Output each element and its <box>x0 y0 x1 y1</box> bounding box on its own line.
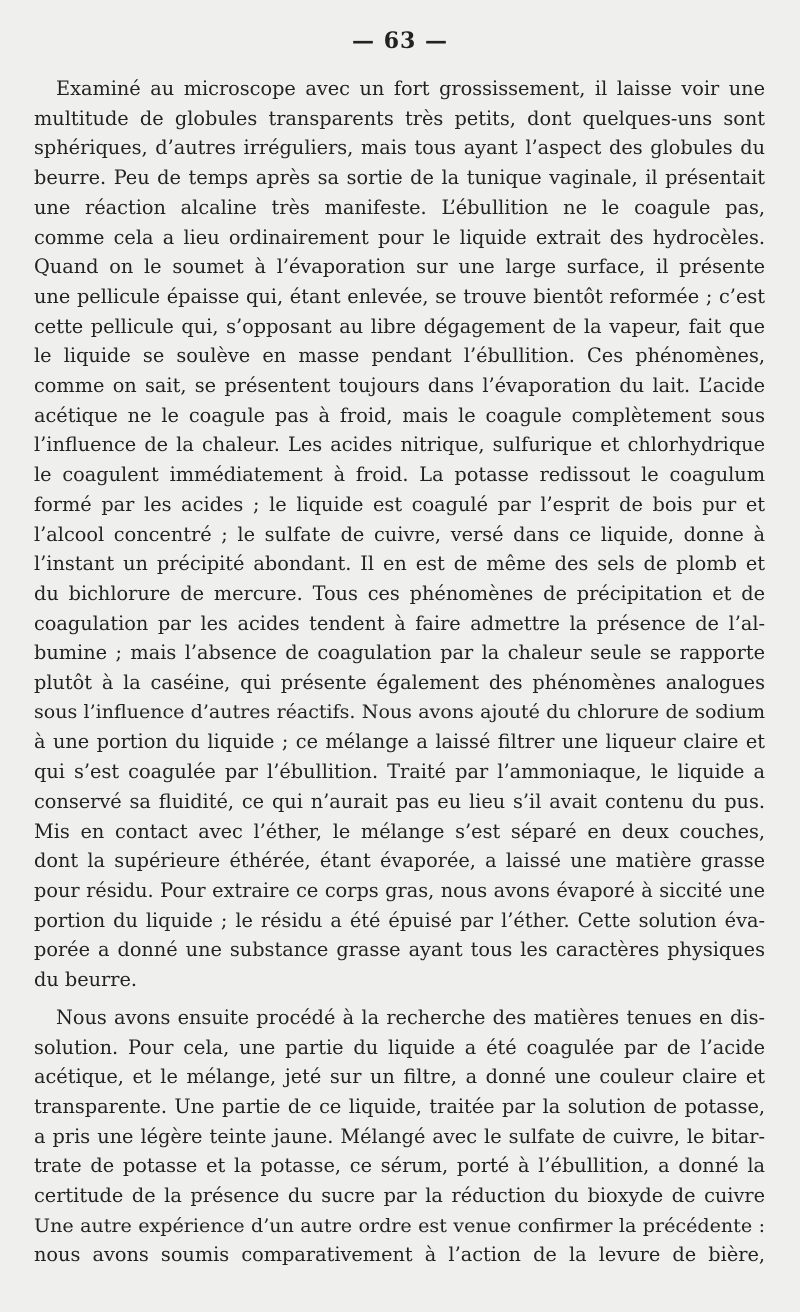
text-line: du bichlorure de mercure. Tous ces phénomènes de précipitation et de <box>34 581 765 605</box>
text-line: Quand on le soumet à l’évaporation sur une large surface, il présente <box>34 255 765 279</box>
text-line: l’influence de la chaleur. Les acides nitrique, sulfurique et chlorhydrique <box>34 433 765 457</box>
text-line: bumine ; mais l’absence de coagulation par la chaleur seule se rapporte <box>34 641 765 665</box>
text-line: coagulation par les acides tendent à faire admettre la présence de l’al- <box>34 611 765 635</box>
text-line: trate de potasse et la potasse, ce sérum, porté à l’ébullition, a donné la <box>34 1154 765 1178</box>
text-line: sphériques, d’autres irréguliers, mais tous ayant l’aspect des globules du <box>34 136 765 160</box>
text-line: à une portion du liquide ; ce mélange a laissé filtrer une liqueur claire et <box>34 730 765 754</box>
text-line: le liquide se soulève en masse pendant l’ébullition. Ces phénomènes, <box>34 344 765 368</box>
text-line: Examiné au microscope avec un fort grossissement, il laisse voir une <box>56 77 765 100</box>
text-line: qui s’est coagulée par l’ébullition. Traité par l’ammoniaque, le liquide a <box>34 760 765 784</box>
text-line: nous avons soumis comparativement à l’action de la levure de bière, <box>34 1243 765 1267</box>
text-line: beurre. Peu de temps après sa sortie de la tunique vaginale, il présentait <box>34 166 765 190</box>
text-line: dont la supérieure éthérée, étant évaporée, a laissé une matière grasse <box>34 849 765 873</box>
text-line: une réaction alcaline très manifeste. L’ébullition ne le coagule pas, <box>34 195 765 219</box>
text-line: certitude de la présence du sucre par la réduction du bioxyde de cuivre <box>34 1184 765 1208</box>
text-line: comme on sait, se présentent toujours dans l’évaporation du lait. L’acide <box>34 374 765 398</box>
body-text <box>34 74 765 1270</box>
text-line: Une autre expérience d’un autre ordre est venue confirmer la précédente : <box>34 1213 765 1237</box>
text-line: acétique ne le coagule pas à froid, mais le coagule complètement sous <box>34 403 765 427</box>
text-line: sous l’influence d’autres réactifs. Nous avons ajouté du chlorure de sodium <box>34 700 765 723</box>
text-line: Mis en contact avec l’éther, le mélange s’est séparé en deux couches, <box>34 819 765 843</box>
text-line: comme cela a lieu ordinairement pour le liquide extrait des hydrocèles. <box>34 225 765 249</box>
text-line: transparente. Une partie de ce liquide, traitée par la solution de potasse, <box>34 1094 765 1118</box>
text-line: une pellicule épaisse qui, étant enlevée, se trouve bientôt reformée ; c’est <box>34 284 765 308</box>
page-number: — 63 — <box>352 28 448 54</box>
paragraph-microscope-analysis <box>34 74 765 995</box>
text-line: cette pellicule qui, s’opposant au libre dégagement de la vapeur, fait que <box>34 314 765 338</box>
text-line: porée a donné une substance grasse ayant tous les caractères physiques <box>34 938 765 962</box>
text-line: acétique, et le mélange, jeté sur un filtre, a donné une couleur claire et <box>34 1065 765 1089</box>
text-line: pour résidu. Pour extraire ce corps gras, nous avons évaporé à siccité une <box>34 878 765 902</box>
text-line: le coagulent immédiatement à froid. La potasse redissout le coagulum <box>34 463 765 487</box>
text-line: l’alcool concentré ; le sulfate de cuivre, versé dans ce liquide, donne à <box>34 522 765 546</box>
text-line: plutôt à la caséine, qui présente également des phénomènes analogues <box>34 671 765 695</box>
text-line: l’instant un précipité abondant. Il en est de même des sels de plomb et <box>34 552 765 576</box>
text-line: conservé sa fluidité, ce qui n’aurait pas eu lieu s’il avait contenu du pus. <box>34 789 765 813</box>
text-line: multitude de globules transparents très petits, dont quelques-uns sont <box>34 106 765 130</box>
text-line: Nous avons ensuite procédé à la recherche des matières tenues en dis- <box>56 1005 765 1029</box>
text-line: solution. Pour cela, une partie du liquide a été coagulée par de l’acide <box>34 1035 765 1059</box>
paragraph-dissolved-matter <box>34 1003 765 1270</box>
text-line: portion du liquide ; le résidu a été épuisé par l’éther. Cette solution éva- <box>34 908 765 932</box>
text-line: a pris une légère teinte jaune. Mélangé avec le sulfate de cuivre, le bitar- <box>34 1124 765 1148</box>
text-line: formé par les acides ; le liquide est coagulé par l’esprit de bois pur et <box>34 492 765 516</box>
text-line: du beurre. <box>34 968 138 992</box>
